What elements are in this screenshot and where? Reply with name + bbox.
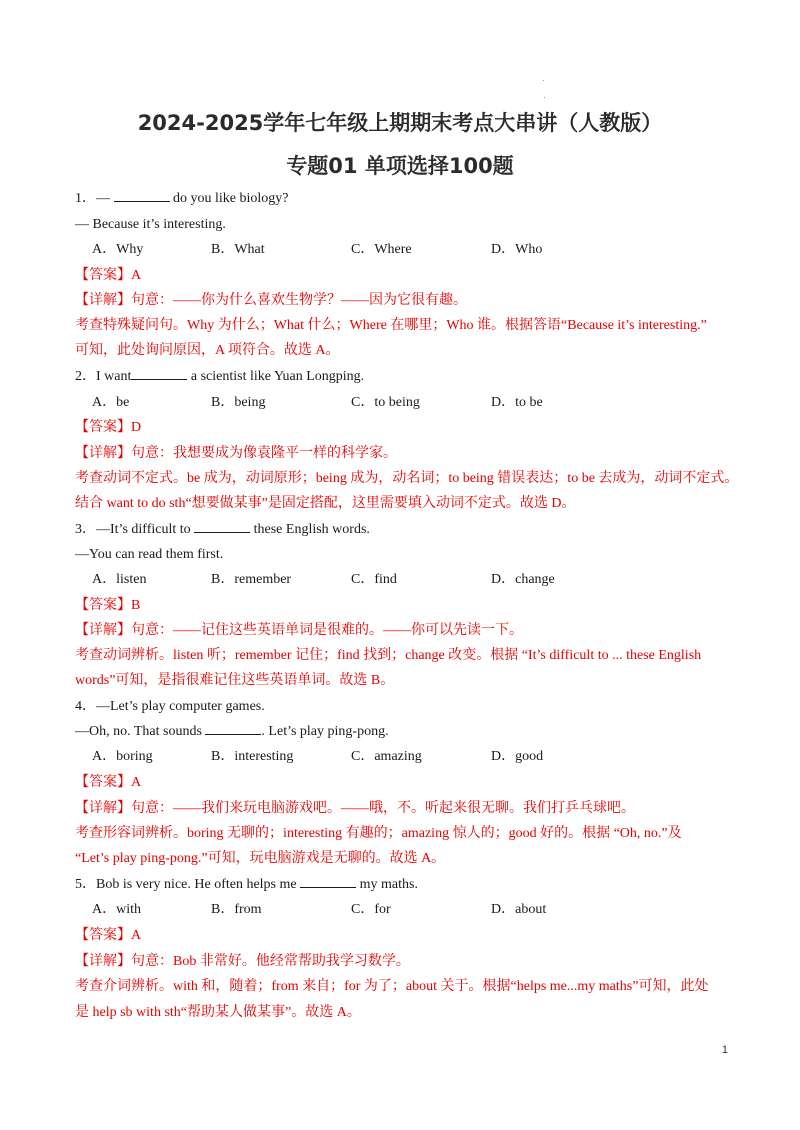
question-4-line1: 4．—Let’s play computer games. (75, 699, 265, 714)
stem-text: my maths. (356, 877, 418, 892)
question-2-answer: 【答案】D (75, 420, 142, 435)
stem-text: a scientist like Yuan Longping. (187, 369, 365, 384)
option-b: B．being (211, 395, 266, 410)
stem-text: 5．Bob is very nice. He often helps me (75, 877, 301, 892)
option-a: A．boring (92, 749, 153, 764)
question-4-answer: 【答案】A (75, 775, 142, 790)
stem-text: do you like biology? (169, 191, 289, 206)
option-d: D．about (491, 902, 547, 917)
question-4-detail: 【详解】句意：——我们来玩电脑游戏吧。——哦，不。听起来很无聊。我们打乒乓球吧。 (75, 801, 635, 816)
document-subtitle: 专题01 单项选择100题 (286, 154, 514, 178)
question-3-answer: 【答案】B (75, 598, 141, 613)
question-4-analysis-2: “Let’s play ping-pong.”可知，玩电脑游戏是无聊的。故选 A。 (75, 851, 446, 866)
question-5-stem (75, 876, 418, 894)
question-2-analysis-1: 考查动词不定式。be 成为，动词原形；being 成为，动名词；to being 错误表达；to be 去成为，动词不定式。 (75, 471, 739, 486)
answer-blank (205, 723, 261, 735)
question-3-detail: 【详解】句意：——记住这些英语单词是很难的。——你可以先读一下。 (75, 623, 523, 638)
question-1-answer: 【答案】A (75, 268, 142, 283)
option-a: A．with (92, 902, 141, 917)
stem-text: . Let’s play ping-pong. (261, 724, 389, 739)
option-c: C．amazing (351, 749, 422, 764)
option-c: C．Where (351, 242, 412, 257)
answer-blank (131, 368, 187, 380)
question-1-analysis-2: 可知，此处询问原因，A 项符合。故选 A。 (75, 343, 340, 358)
answer-blank (300, 876, 356, 888)
option-a: A．listen (92, 572, 147, 587)
option-c: C．to being (351, 395, 420, 410)
question-2-analysis-2: 结合 want to do sth“想要做某事”是固定搭配，这里需要填入动词不定式。故选 D。 (75, 496, 576, 511)
option-c: C．find (351, 572, 397, 587)
stem-text: 1．— (75, 191, 114, 206)
question-5-analysis-2: 是 help sb with sth“帮助某人做某事”。故选 A。 (75, 1005, 361, 1020)
stem-text: —Oh, no. That sounds (75, 724, 206, 739)
option-c: C．for (351, 902, 391, 917)
document-title: 2024-2025学年七年级上期期末考点大串讲（人教版） (137, 111, 663, 135)
page-number: 1 (721, 1044, 728, 1056)
question-5-analysis-1: 考查介词辨析。with 和，随着；from 来自；for 为了；about 关于。根据“helps me...my maths”可知，此处 (75, 979, 709, 994)
question-2-detail: 【详解】句意：我想要成为像袁隆平一样的科学家。 (75, 446, 397, 461)
option-b: B．interesting (211, 749, 294, 764)
question-3-analysis-2: words”可知，是指很难记住这些英语单词。故选 B。 (75, 673, 395, 688)
question-3-line2: —You can read them first. (75, 547, 224, 562)
question-2-stem (75, 368, 364, 386)
option-b: B．from (211, 902, 262, 917)
option-b: B．remember (211, 572, 292, 587)
question-1-detail: 【详解】句意：——你为什么喜欢生物学？——因为它很有趣。 (75, 293, 467, 308)
question-1-analysis-1: 考查特殊疑问句。Why 为什么；What 什么；Where 在哪里；Who 谁。根据答语“Because it’s interesting.” (75, 318, 707, 333)
question-5-answer: 【答案】A (75, 928, 142, 943)
answer-blank (114, 190, 170, 202)
question-5-detail: 【详解】句意：Bob 非常好。他经常帮助我学习数学。 (75, 954, 410, 969)
option-d: D．good (491, 749, 544, 764)
question-1-line2: — Because it’s interesting. (75, 217, 226, 232)
question-3-stem (75, 521, 370, 539)
stem-text: these English words. (250, 522, 370, 537)
question-4-stem (75, 723, 389, 741)
question-1-stem (75, 190, 289, 208)
option-a: A．be (92, 395, 130, 410)
option-d: D．change (491, 572, 555, 587)
option-b: B．What (211, 242, 265, 257)
stem-text: 3．—It’s difficult to (75, 522, 195, 537)
option-d: D．Who (491, 242, 543, 257)
stem-text: 2．I want (75, 369, 132, 384)
question-4-analysis-1: 考查形容词辨析。boring 无聊的；interesting 有趣的；amazing 惊人的；good 好的。根据 “Oh, no.”及 (75, 826, 682, 841)
answer-blank (194, 521, 250, 533)
option-a: A．Why (92, 242, 144, 257)
option-d: D．to be (491, 395, 543, 410)
question-3-analysis-1: 考查动词辨析。listen 听；remember 记住；find 找到；change 改变。根据 “It’s difficult to ... these English (75, 648, 702, 663)
